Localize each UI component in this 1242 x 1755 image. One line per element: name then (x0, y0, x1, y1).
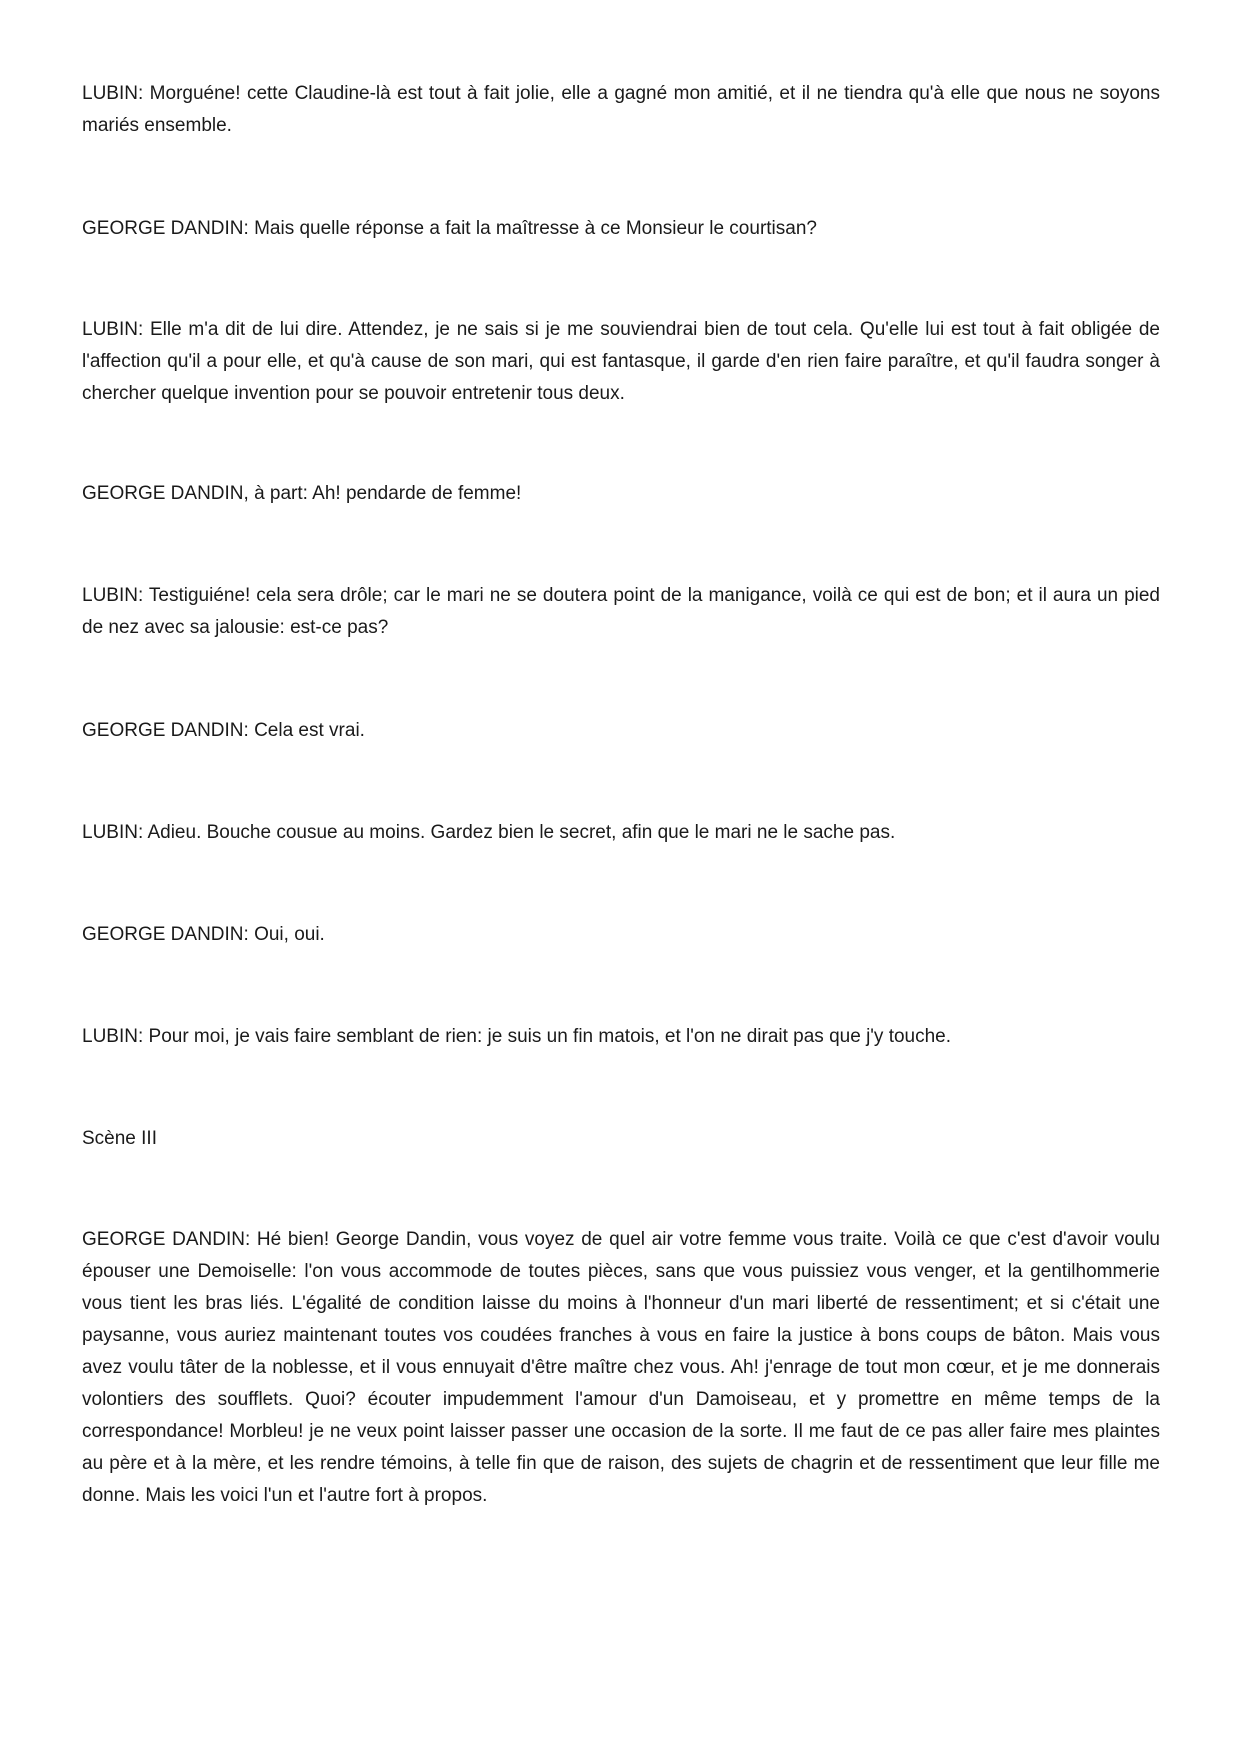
paragraph-lubin-5: LUBIN: Pour moi, je vais faire semblant de rien: je suis un fin matois, et l'on ne dirait pas que j'y touche. (82, 1026, 952, 1047)
paragraph-dandin-2: GEORGE DANDIN, à part: Ah! pendarde de femme! (82, 483, 522, 504)
paragraph-dandin-1: GEORGE DANDIN: Mais quelle réponse a fait la maîtresse à ce Monsieur le courtisan? (82, 218, 817, 239)
paragraph-dandin-4: GEORGE DANDIN: Oui, oui. (82, 924, 325, 945)
paragraph-lubin-3: LUBIN: Testiguiéne! cela sera drôle; car le mari ne se doutera point de la manigance, voilà ce qui est de bon; et il aura un pied de nez avec sa jalousie: est-ce pas? (82, 585, 1160, 638)
scene-heading: Scène III (82, 1128, 157, 1149)
paragraph-lubin-1: LUBIN: Morguéne! cette Claudine-là est tout à fait jolie, elle a gagné mon amitié, et il ne tiendra qu'à elle que nous ne soyons mariés ensemble. (82, 83, 1160, 136)
paragraph-lubin-2: LUBIN: Elle m'a dit de lui dire. Attendez, je ne sais si je me souviendrai bien de tout cela. Qu'elle lui est tout à fait obligée de l'affection qu'il a pour elle, et qu'à cause de son mari, qui est fantasque, il garde d'en rien faire paraître, et qu'il faudra songer à chercher quelque invention pour se pouvoir entretenir tous deux. (82, 319, 1160, 404)
paragraph-lubin-4: LUBIN: Adieu. Bouche cousue au moins. Gardez bien le secret, afin que le mari ne le sache pas. (82, 822, 896, 843)
paragraph-dandin-monologue: GEORGE DANDIN: Hé bien! George Dandin, vous voyez de quel air votre femme vous traite. Voilà ce que c'est d'avoir voulu épouser une Demoiselle: l'on vous accommode de toutes pièces, sans que vous puissiez vous venger, et la gentilhommerie vous tient les bras liés. L'égalité de condition laisse du moins à l'honneur d'un mari liberté de ressentiment; et si c'était une paysanne, vous auriez maintenant toutes vos coudées franches à vous en faire la justice à bons coups de bâton. Mais vous avez voulu tâter de la noblesse, et il vous ennuyait d'être maître chez vous. Ah! j'enrage de tout mon cœur, et je me donnerais volontiers des soufflets. Quoi? écouter impudemment l'amour d'un Damoiseau, et y promettre en même temps de la correspondance! Morbleu! je ne veux point laisser passer une occasion de la sorte. Il me faut de ce pas aller faire mes plaintes au père et à la mère, et les rendre témoins, à telle fin que de raison, des sujets de chagrin et de ressentiment que leur fille me donne. Mais les voici l'un et l'autre fort à propos. (82, 1229, 1160, 1506)
paragraph-dandin-3: GEORGE DANDIN: Cela est vrai. (82, 720, 365, 741)
